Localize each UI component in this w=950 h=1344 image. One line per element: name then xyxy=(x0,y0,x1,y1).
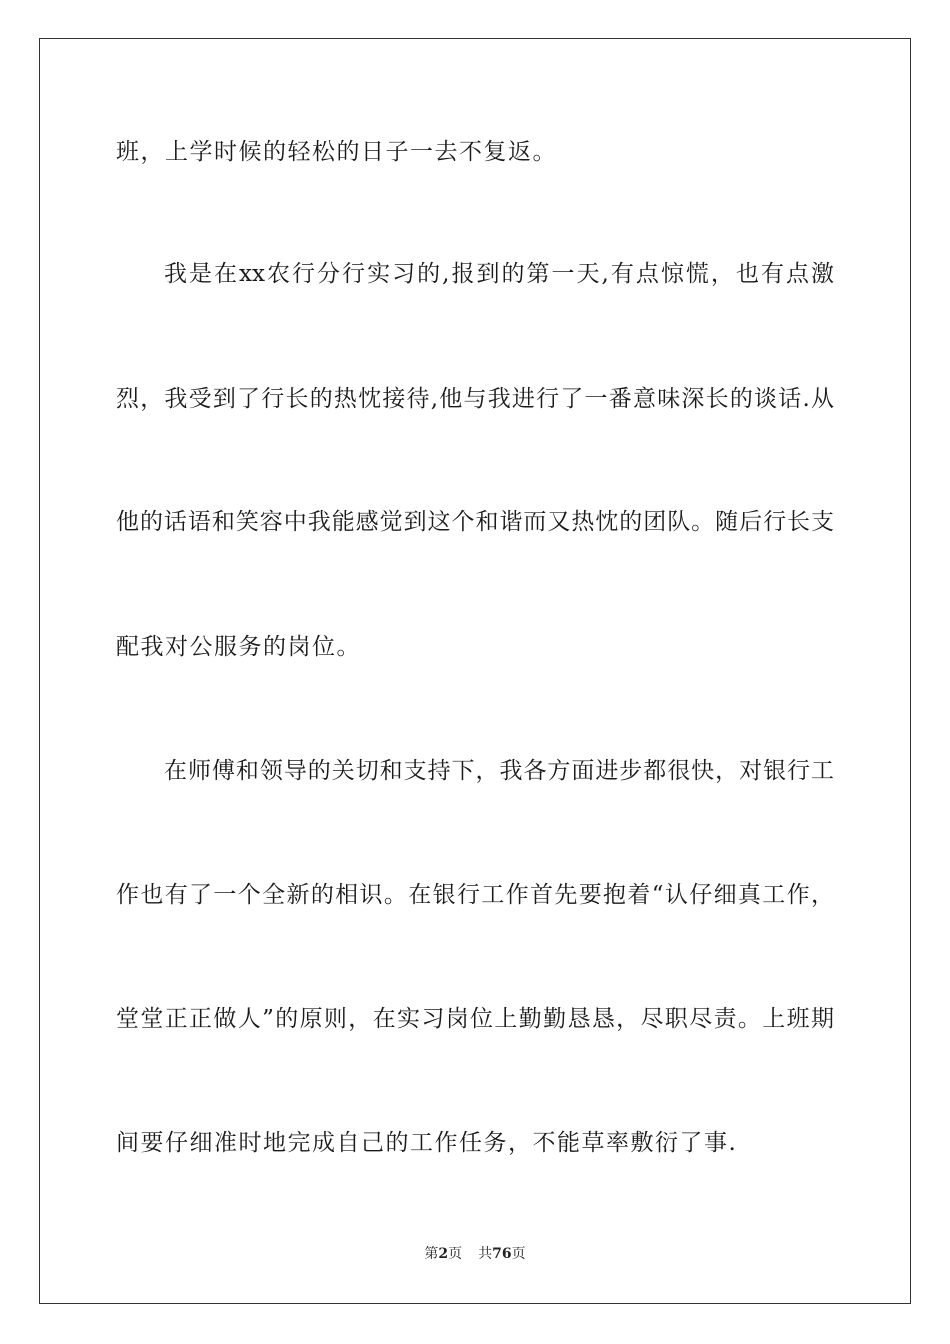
total-prefix: 共 xyxy=(478,1246,493,1262)
text-line: 堂堂正正做人”的原则，在实习岗位上勤勤恳恳，尽职尽责。上班期 xyxy=(116,1006,834,1032)
page-border xyxy=(39,38,911,1304)
text-line: 我是在xx农行分行实习的,报到的第一天,有点惊慌，也有点激 xyxy=(164,261,834,287)
page-footer xyxy=(0,1245,950,1263)
text-line: 配我对公服务的岗位。 xyxy=(116,634,361,660)
text-line: 他的话语和笑容中我能感觉到这个和谐而又热忱的团队。随后行长支 xyxy=(116,509,834,535)
total-suffix: 页 xyxy=(511,1246,526,1262)
total-pages: 76 xyxy=(492,1246,512,1262)
text-line: 烈，我受到了行长的热忱接待,他与我进行了一番意味深长的谈话.从 xyxy=(116,386,834,412)
text-line: 班，上学时候的轻松的日子一去不复返。 xyxy=(116,139,557,165)
text-line: 在师傅和领导的关切和支持下，我各方面进步都很快，对银行工 xyxy=(164,758,834,784)
page-number: 2 xyxy=(438,1246,449,1262)
text-line: 作也有了一个全新的相识。在银行工作首先要抱着“认仔细真工作， xyxy=(116,882,834,908)
page-suffix: 页 xyxy=(448,1246,463,1262)
text-line: 间要仔细准时地完成自己的工作任务，不能草率敷衍了事. xyxy=(116,1130,738,1156)
page-prefix: 第 xyxy=(424,1246,439,1262)
